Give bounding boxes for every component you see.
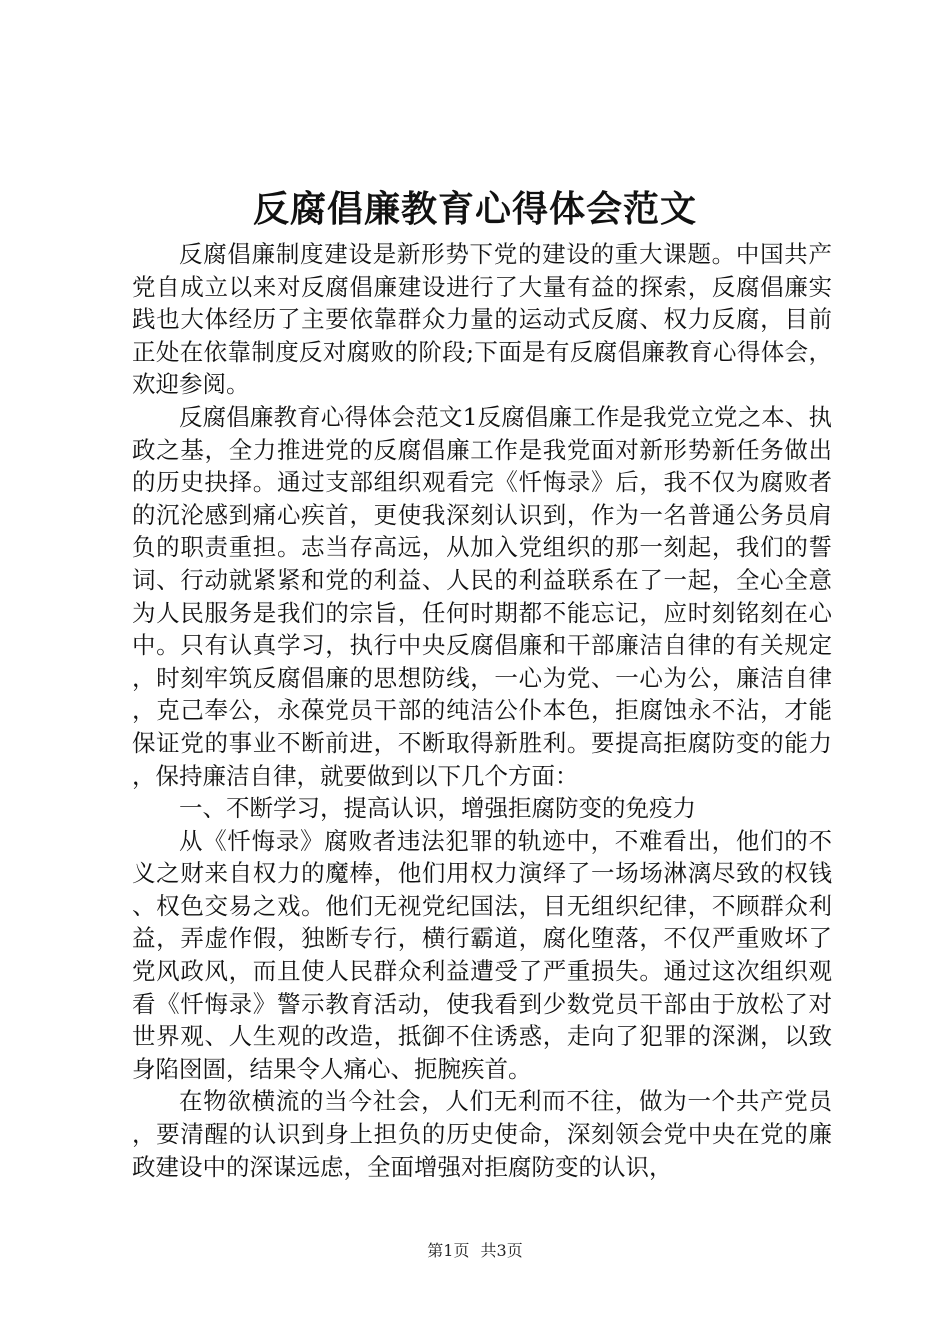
paragraph-material-desire: 在物欲横流的当今社会，人们无利而不往，做为一个共产党员，要清醒的认识到身上担负的历史使命，深刻领会党中央在党的廉政建设中的深谋远虑，全面增强对拒腐防变的认识， [132,1087,832,1181]
paragraph-sample-1: 反腐倡廉教育心得体会范文1反腐倡廉工作是我党立党之本、执政之基，全力推进党的反腐倡廉工作是我党面对新形势新任务做出的历史抉择。通过支部组织观看完《忏悔录》后，我不仅为腐败者的沉沦感到痛心疾首，更使我深刻认识到，作为一名普通公务员肩负的职责重担。志当存高远，从加入党组织的那一刻起，我们的誓词、行动就紧紧和党的利益、人民的利益联系在了一起，全心全意为人民服务是我们的宗旨，任何时期都不能忘记，应时刻铭刻在心中。只有认真学习，执行中央反腐倡廉和干部廉洁自律的有关规定，时刻牢筑反腐倡廉的思想防线，一心为党、一心为公，廉洁自律，克己奉公，永葆党员干部的纯洁公仆本色，拒腐蚀永不沾，才能保证党的事业不断前进，不断取得新胜利。要提高拒腐防变的能力，保持廉洁自律，就要做到以下几个方面： [132,402,832,790]
page-number-total: 共3页 [480,1241,523,1260]
page-number-current: 第1页 [427,1241,470,1260]
document-body [132,238,832,1183]
page-footer [0,1240,950,1262]
document-title: 反腐倡廉教育心得体会范文 [252,188,697,230]
section-heading-1: 一、不断学习，提高认识，增强拒腐防变的免疫力 [179,794,696,823]
paragraph-intro: 反腐倡廉制度建设是新形势下党的建设的重大课题。中国共产党自成立以来对反腐倡廉建设进行了大量有益的探索，反腐倡廉实践也大体经历了主要依靠群众力量的运动式反腐、权力反腐，目前正处在依靠制度反对腐败的阶段;下面是有反腐倡廉教育心得体会，欢迎参阅。 [132,240,832,399]
paragraph-confession-record: 从《忏悔录》腐败者违法犯罪的轨迹中，不难看出，他们的不义之财来自权力的魔棒，他们用权力演绎了一场场淋漓尽致的权钱、权色交易之戏。他们无视党纪国法，目无组织纪律，不顾群众利益，弄虚作假，独断专行，横行霸道，腐化堕落，不仅严重败坏了党风政风，而且使人民群众利益遭受了严重损失。通过这次组织观看《忏悔录》警示教育活动，使我看到少数党员干部由于放松了对世界观、人生观的改造，抵御不住诱惑，走向了犯罪的深渊，以致身陷囹圄，结果令人痛心、扼腕疾首。 [132,826,832,1083]
